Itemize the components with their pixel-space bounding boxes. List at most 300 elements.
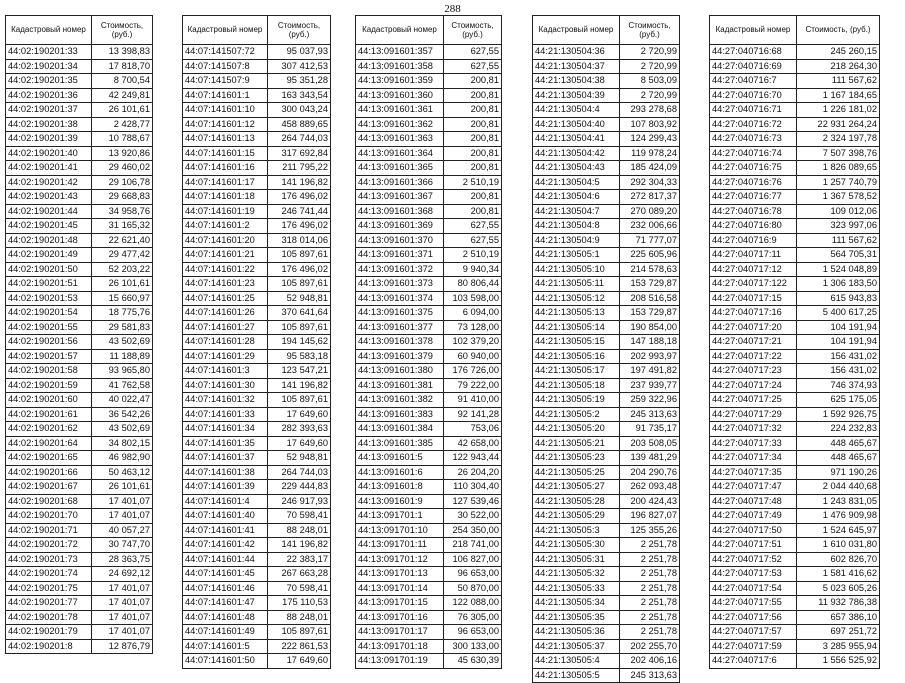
table-row [533,219,680,234]
cadastral-number: 44:21:130505:25 [533,465,620,480]
table-row [6,480,153,495]
cadastral-number: 44:27:040717:25 [710,393,797,408]
cadastral-number: 44:07:141601:38 [183,465,268,480]
table-row [710,248,880,263]
table-row [6,422,153,437]
cost-value: 36 542,26 [92,407,153,422]
cost-value: 13 398,83 [92,45,153,60]
table-row [183,393,331,408]
table-row [710,625,880,640]
cadastral-number: 44:02:190201:45 [6,219,92,234]
cadastral-number: 44:02:190201:39 [6,132,92,147]
cadastral-number: 44:27:040717:24 [710,378,797,393]
cadastral-number: 44:13:091601:381 [356,378,444,393]
cost-value: 22 383,17 [268,552,331,567]
table-row [183,306,331,321]
cost-value: 42 658,00 [444,436,502,451]
cadastral-number: 44:21:130504:43 [533,161,620,176]
cost-value: 17 649,60 [268,407,331,422]
cadastral-number: 44:13:091601:365 [356,161,444,176]
table-row [710,523,880,538]
cadastral-number: 44:13:091601:359 [356,74,444,89]
table-row [356,262,502,277]
cadastral-number: 44:07:141601:29 [183,349,268,364]
table-row [183,610,331,625]
cost-value: 176 496,02 [268,262,331,277]
table-row [6,233,153,248]
table-row [6,161,153,176]
table-row [710,538,880,553]
table-row [533,103,680,118]
cadastral-number: 44:02:190201:72 [6,538,92,553]
table-row [6,364,153,379]
table-row [710,407,880,422]
cost-value: 627,55 [444,219,502,234]
cost-value: 753,06 [444,422,502,437]
cost-value: 2 251,78 [620,610,680,625]
cost-value: 2 251,78 [620,625,680,640]
cost-value: 110 304,40 [444,480,502,495]
cost-value: 141 196,82 [268,175,331,190]
cost-value: 28 363,75 [92,552,153,567]
cadastral-number: 44:07:141601:20 [183,233,268,248]
cost-value: 245 260,15 [797,45,880,60]
table-row [710,596,880,611]
table-row [356,103,502,118]
table-row [710,306,880,321]
cadastral-number: 44:02:190201:60 [6,393,92,408]
cost-value: 625 175,05 [797,393,880,408]
table-row [356,567,502,582]
cost-value: 200,81 [444,132,502,147]
table-row [356,204,502,219]
table-row [533,422,680,437]
table-row [710,45,880,60]
cost-value: 2 720,99 [620,45,680,60]
table-row [533,639,680,654]
table-row [183,654,331,669]
table-row [183,451,331,466]
cost-value: 79 222,00 [444,378,502,393]
table-row [710,190,880,205]
cadastral-number: 44:02:190201:75 [6,581,92,596]
cadastral-number: 44:27:040716:7 [710,74,797,89]
table-row [356,625,502,640]
cost-value: 17 401,07 [92,494,153,509]
cost-value: 30 522,00 [444,509,502,524]
cadastral-number: 44:21:130504:36 [533,45,620,60]
table-row [710,349,880,364]
table-row [356,407,502,422]
table-row [356,480,502,495]
table-row [356,436,502,451]
cost-value: 29 581,83 [92,320,153,335]
cost-value: 2 510,19 [444,248,502,263]
cost-value: 5 023 605,26 [797,581,880,596]
cost-value: 200,81 [444,146,502,161]
table-row [533,509,680,524]
table-row [710,494,880,509]
table-row [183,596,331,611]
table-row [533,465,680,480]
cost-value: 125 355,26 [620,523,680,538]
table-row [6,117,153,132]
table-row [183,45,331,60]
table-row [710,436,880,451]
cadastral-number: 44:21:130504:42 [533,146,620,161]
cost-value: 232 006,66 [620,219,680,234]
cost-value: 17 649,60 [268,436,331,451]
cost-value: 42 249,81 [92,88,153,103]
table-row [6,277,153,292]
header-cost: Стоимость, (руб.) [444,16,502,45]
header-cadastral: Кадастровый номер [533,16,620,45]
cadastral-number: 44:27:040717:35 [710,465,797,480]
cost-value: 17 401,07 [92,581,153,596]
cadastral-number: 44:27:040716:75 [710,161,797,176]
table-row [710,639,880,654]
table-row [533,88,680,103]
cost-value: 40 057,27 [92,523,153,538]
cadastral-number: 44:07:141601:4 [183,494,268,509]
header-cadastral: Кадастровый номер [710,16,797,45]
table-row [183,161,331,176]
cost-value: 26 204,20 [444,465,502,480]
table-row [183,335,331,350]
table-row [6,509,153,524]
cadastral-number: 44:13:091701:18 [356,639,444,654]
table-row [183,567,331,582]
cadastral-number: 44:27:040717:34 [710,451,797,466]
cadastral-number: 44:07:141601:47 [183,596,268,611]
cadastral-number: 44:02:190201:59 [6,378,92,393]
table-row [183,190,331,205]
table-row [356,523,502,538]
cadastral-number: 44:07:141601:27 [183,320,268,335]
cadastral-number: 44:21:130505:21 [533,436,620,451]
table-row [356,581,502,596]
header-cadastral: Кадастровый номер [356,16,444,45]
cost-value: 80 806,44 [444,277,502,292]
table-row [6,567,153,582]
cadastral-number: 44:07:141601:39 [183,480,268,495]
cadastral-number: 44:21:130505:3 [533,523,620,538]
table-row [710,567,880,582]
cadastral-number: 44:02:190201:41 [6,161,92,176]
table-row [356,175,502,190]
table-row [710,451,880,466]
cost-value: 60 940,00 [444,349,502,364]
cost-value: 104 191,94 [797,335,880,350]
table-row [6,103,153,118]
cost-value: 2 251,78 [620,596,680,611]
cost-value: 627,55 [444,59,502,74]
cadastral-number: 44:07:141601:41 [183,523,268,538]
cadastral-number: 44:13:091601:367 [356,190,444,205]
cadastral-number: 44:07:141601:15 [183,146,268,161]
cadastral-number: 44:02:190201:49 [6,248,92,263]
cost-value: 95 351,28 [268,74,331,89]
cadastral-number: 44:13:091601:357 [356,45,444,60]
cost-value: 254 350,00 [444,523,502,538]
cost-value: 224 232,83 [797,422,880,437]
table-row [533,668,680,683]
cadastral-number: 44:02:190201:74 [6,567,92,582]
cost-value: 202 255,70 [620,639,680,654]
cadastral-number: 44:21:130505:4 [533,654,620,669]
table-row [6,320,153,335]
cost-value: 52 948,81 [268,451,331,466]
cost-value: 293 278,68 [620,103,680,118]
cost-value: 17 649,60 [268,654,331,669]
cadastral-number: 44:13:091701:1 [356,509,444,524]
cost-value: 124 299,43 [620,132,680,147]
table-row [6,306,153,321]
cadastral-number: 44:21:130504:8 [533,219,620,234]
cost-value: 200 424,43 [620,494,680,509]
cadastral-number: 44:21:130505:33 [533,581,620,596]
cost-value: 1 367 578,52 [797,190,880,205]
table-row [356,596,502,611]
cost-value: 204 290,76 [620,465,680,480]
cadastral-number: 44:13:091601:375 [356,306,444,321]
cost-value: 200,81 [444,204,502,219]
cadastral-number: 44:21:130505:1 [533,248,620,263]
table-row [533,132,680,147]
cost-value: 176 726,00 [444,364,502,379]
table-row [183,639,331,654]
cadastral-number: 44:13:091601:362 [356,117,444,132]
cadastral-number: 44:27:040717:50 [710,523,797,538]
cost-value: 26 101,61 [92,480,153,495]
cadastral-number: 44:07:141601:5 [183,639,268,654]
cadastral-number: 44:21:130505:12 [533,291,620,306]
cost-value: 105 897,61 [268,277,331,292]
table-row [533,393,680,408]
table-row [710,88,880,103]
cadastral-number: 44:07:141601:26 [183,306,268,321]
cadastral-number: 44:21:130504:5 [533,175,620,190]
cost-value: 34 958,76 [92,204,153,219]
cost-value: 70 598,41 [268,581,331,596]
table-row [6,190,153,205]
cost-value: 122 088,00 [444,596,502,611]
table-row [6,175,153,190]
table-row [183,277,331,292]
cost-value: 15 660,97 [92,291,153,306]
table-row [356,161,502,176]
cadastral-number: 44:02:190201:54 [6,306,92,321]
table-row [183,175,331,190]
cadastral-number: 44:27:040717:59 [710,639,797,654]
cost-value: 91 410,00 [444,393,502,408]
table-row [183,204,331,219]
cost-value: 194 145,62 [268,335,331,350]
cost-value: 1 556 525,92 [797,654,880,669]
table-row [183,132,331,147]
cost-value: 105 897,61 [268,625,331,640]
table-row [6,494,153,509]
cost-value: 70 598,41 [268,509,331,524]
table-row [533,262,680,277]
table-row [356,132,502,147]
cadastral-number: 44:13:091601:370 [356,233,444,248]
cost-value: 24 692,12 [92,567,153,582]
cadastral-number: 44:13:091601:385 [356,436,444,451]
cost-value: 95 583,18 [268,349,331,364]
table-row [6,74,153,89]
cost-value: 107 803,92 [620,117,680,132]
table-row [6,596,153,611]
cost-value: 264 744,03 [268,465,331,480]
cost-value: 218 264,30 [797,59,880,74]
cost-value: 2 251,78 [620,567,680,582]
table-row [533,233,680,248]
cost-value: 370 641,64 [268,306,331,321]
cost-value: 317 692,84 [268,146,331,161]
cadastral-number: 44:13:091601:360 [356,88,444,103]
cost-value: 17 401,07 [92,610,153,625]
cadastral-number: 44:07:141601:40 [183,509,268,524]
table-row [533,494,680,509]
table-row [356,538,502,553]
cost-value: 218 741,00 [444,538,502,553]
table-row [533,161,680,176]
cost-value: 8 503,09 [620,74,680,89]
cost-value: 73 128,00 [444,320,502,335]
cadastral-number: 44:13:091701:11 [356,538,444,553]
table-row [356,233,502,248]
cadastral-number: 44:13:091601:361 [356,103,444,118]
cost-value: 34 802,15 [92,436,153,451]
cadastral-number: 44:02:190201:61 [6,407,92,422]
cadastral-number: 44:13:091701:12 [356,552,444,567]
cadastral-number: 44:02:190201:77 [6,596,92,611]
table-row [183,219,331,234]
cost-value: 214 578,63 [620,262,680,277]
cost-value: 1 243 831,05 [797,494,880,509]
table-row [533,610,680,625]
table-row [356,59,502,74]
table-row [6,538,153,553]
table-row [183,436,331,451]
table-row [6,146,153,161]
cadastral-number: 44:13:091601:6 [356,465,444,480]
cadastral-number: 44:27:040716:74 [710,146,797,161]
cadastral-number: 44:02:190201:43 [6,190,92,205]
cost-value: 30 747,70 [92,538,153,553]
cost-value: 105 897,61 [268,393,331,408]
table-row [533,175,680,190]
cadastral-number: 44:02:190201:67 [6,480,92,495]
cost-value: 93 965,80 [92,364,153,379]
cost-value: 208 516,58 [620,291,680,306]
cost-value: 176 496,02 [268,190,331,205]
cost-value: 156 431,02 [797,349,880,364]
cost-value: 26 101,61 [92,103,153,118]
cadastral-number: 44:02:190201:33 [6,45,92,60]
header-cost: Стоимость, (руб.) [797,16,880,45]
table-row [6,378,153,393]
cadastral-number: 44:02:190201:56 [6,335,92,350]
cadastral-number: 44:27:040717:56 [710,610,797,625]
cost-value: 29 460,02 [92,161,153,176]
table-row [356,364,502,379]
cost-value: 564 705,31 [797,248,880,263]
cadastral-table-1 [5,15,153,654]
cost-value: 103 598,00 [444,291,502,306]
cost-value: 222 861,53 [268,639,331,654]
cadastral-number: 44:27:040716:70 [710,88,797,103]
table-row [356,654,502,669]
cadastral-number: 44:27:040716:77 [710,190,797,205]
table-row [710,103,880,118]
cadastral-number: 44:02:190201:64 [6,436,92,451]
cadastral-table-2 [182,15,331,669]
cost-value: 200,81 [444,103,502,118]
table-row [710,581,880,596]
cost-value: 237 939,77 [620,378,680,393]
cadastral-number: 44:02:190201:8 [6,639,92,654]
cadastral-number: 44:07:141601:3 [183,364,268,379]
table-row [183,320,331,335]
table-row [356,378,502,393]
table-row [710,465,880,480]
header-cadastral: Кадастровый номер [6,16,92,45]
table-row [533,480,680,495]
table-row [533,407,680,422]
cadastral-number: 44:27:040717:47 [710,480,797,495]
cost-value: 272 817,37 [620,190,680,205]
table-row [6,132,153,147]
cadastral-number: 44:02:190201:57 [6,349,92,364]
table-row [533,451,680,466]
cadastral-number: 44:07:141601:21 [183,248,268,263]
cadastral-number: 44:27:040717:33 [710,436,797,451]
table-row [533,654,680,669]
table-row [533,146,680,161]
cadastral-number: 44:27:040717:57 [710,625,797,640]
cost-value: 1 524 645,97 [797,523,880,538]
cadastral-number: 44:07:141601:28 [183,335,268,350]
cadastral-number: 44:27:040717:32 [710,422,797,437]
cost-value: 2 720,99 [620,59,680,74]
table-row [6,248,153,263]
table-row [533,552,680,567]
cadastral-number: 44:27:040717:48 [710,494,797,509]
cost-value: 109 012,06 [797,204,880,219]
cost-value: 11 188,89 [92,349,153,364]
cadastral-number: 44:27:040717:6 [710,654,797,669]
cost-value: 17 401,07 [92,596,153,611]
cadastral-number: 44:27:040717:15 [710,291,797,306]
cadastral-number: 44:07:141601:44 [183,552,268,567]
table-row [710,320,880,335]
cadastral-number: 44:07:141601:2 [183,219,268,234]
cadastral-number: 44:21:130504:4 [533,103,620,118]
table-row [533,625,680,640]
cadastral-number: 44:07:141601:23 [183,277,268,292]
cadastral-number: 44:02:190201:50 [6,262,92,277]
cost-value: 52 948,81 [268,291,331,306]
cost-value: 96 653,00 [444,567,502,582]
table-row [183,480,331,495]
table-row [533,596,680,611]
cost-value: 2 251,78 [620,552,680,567]
table-row [710,378,880,393]
cadastral-number: 44:02:190201:38 [6,117,92,132]
cadastral-number: 44:13:091601:373 [356,277,444,292]
